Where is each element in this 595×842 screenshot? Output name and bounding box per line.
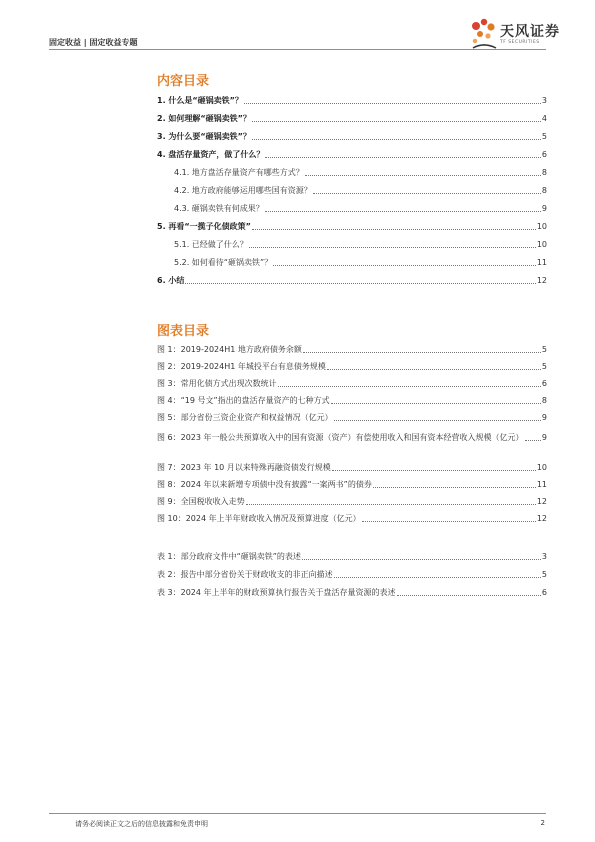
figure-item-page: 12 (536, 497, 547, 506)
figure-item-7[interactable] (157, 463, 547, 473)
toc-item-2[interactable] (157, 114, 547, 124)
figure-item-label: 图 8：2024 年以来新增专项债中没有披露“一案两书”的债券 (157, 480, 372, 489)
dot-leader (525, 440, 541, 441)
toc-item-5-2[interactable] (157, 258, 547, 268)
figure-item-9[interactable] (157, 497, 547, 507)
table-item-label: 表 3：2024 年上半年的财政预算执行报告关于盘活存量资源的表述 (157, 588, 396, 597)
dot-leader (273, 265, 536, 266)
toc-item-page: 9 (541, 204, 547, 213)
toc-item-label: 2. 如何理解“砸锅卖铁”？ (157, 114, 251, 123)
figure-item-1[interactable] (157, 345, 547, 355)
table-item-page: 5 (541, 570, 547, 579)
figure-item-label: 图 7：2023 年 10 月以来特殊再融资债发行规模 (157, 463, 331, 472)
footer-disclaimer: 请务必阅读正文之后的信息披露和免责申明 (75, 820, 208, 828)
toc-item-6[interactable] (157, 276, 547, 286)
toc-item-page: 6 (541, 150, 547, 159)
figure-item-label: 图 5：部分省份三资企业资产和权益情况（亿元） (157, 413, 333, 422)
toc-item-4-1[interactable] (157, 168, 547, 178)
dot-leader (331, 403, 541, 404)
toc-item-label: 5.2. 如何看待“砸锅卖铁”？ (174, 258, 273, 267)
dot-leader (252, 121, 541, 122)
figure-item-page: 9 (541, 413, 547, 422)
table-item-2[interactable] (157, 570, 547, 580)
figure-item-page: 8 (541, 396, 547, 405)
toc-item-4-2[interactable] (157, 186, 547, 196)
toc-item-page: 4 (541, 114, 547, 123)
toc-item-label: 1. 什么是“砸锅卖铁”？ (157, 96, 243, 105)
figure-item-4[interactable] (157, 396, 547, 406)
toc-item-label: 6. 小结 (157, 276, 185, 285)
dot-leader (252, 139, 541, 140)
toc-item-page: 12 (536, 276, 547, 285)
dot-leader (327, 369, 541, 370)
logo-name-cn: 天风证券 (500, 24, 560, 40)
dot-leader (252, 229, 536, 230)
figure-item-page: 12 (536, 514, 547, 523)
toc-item-page: 8 (541, 168, 547, 177)
dot-leader (313, 193, 541, 194)
figure-item-6[interactable] (157, 433, 547, 443)
toc-item-label: 5. 再看“一揽子化债政策” (157, 222, 251, 231)
table-item-page: 6 (541, 588, 547, 597)
figure-item-page: 10 (536, 463, 547, 472)
company-logo (470, 18, 560, 52)
footer-rule (49, 813, 546, 814)
toc-item-label: 4.3. 砸锅卖铁有何成果？ (174, 204, 264, 213)
figure-item-3[interactable] (157, 379, 547, 389)
toc-item-page: 10 (536, 222, 547, 231)
tf-logo-icon (470, 18, 498, 50)
toc-item-page: 11 (536, 258, 547, 267)
toc-item-page: 5 (541, 132, 547, 141)
toc-item-label: 3. 为什么要“砸锅卖铁”？ (157, 132, 251, 141)
table-item-label: 表 1：部分政府文件中“砸锅卖铁”的表述 (157, 552, 301, 561)
dot-leader (397, 595, 541, 596)
dot-leader (334, 577, 541, 578)
toc-item-3[interactable] (157, 132, 547, 142)
dot-leader (373, 487, 536, 488)
figure-item-label: 图 4：“19 号文”指出的盘活存量资产的七种方式 (157, 396, 330, 405)
figure-item-page: 11 (536, 480, 547, 489)
toc-item-1[interactable] (157, 96, 547, 106)
figure-item-label: 图 10：2024 年上半年财政收入情况及预算进度（亿元） (157, 514, 361, 523)
table-item-label: 表 2：报告中部分省份关于财政收支的非正向描述 (157, 570, 333, 579)
figure-item-label: 图 3：常用化债方式出现次数统计 (157, 379, 277, 388)
figure-item-label: 图 1：2019-2024H1 地方政府债务余额 (157, 345, 302, 354)
figure-item-label: 图 9：全国税收收入走势 (157, 497, 245, 506)
figure-item-2[interactable] (157, 362, 547, 372)
dot-leader (303, 352, 541, 353)
dot-leader (244, 103, 541, 104)
dot-leader (185, 283, 535, 284)
toc-item-page: 3 (541, 96, 547, 105)
toc-item-5[interactable] (157, 222, 547, 232)
dot-leader (334, 420, 541, 421)
figure-item-label: 图 6：2023 年一般公共预算收入中的国有资源（资产）有偿使用收入和国有资本经营收入规模（亿元） (157, 433, 524, 442)
logo-name-en: TF SECURITIES (500, 40, 540, 45)
toc-item-page: 8 (541, 186, 547, 195)
dot-leader (278, 386, 541, 387)
toc-item-label: 4.2. 地方政府能够运用哪些国有资源？ (174, 186, 312, 195)
dot-leader (305, 175, 541, 176)
figure-item-10[interactable] (157, 514, 547, 524)
toc-item-4-3[interactable] (157, 204, 547, 214)
dot-leader (265, 157, 541, 158)
dot-leader (249, 247, 536, 248)
toc-item-5-1[interactable] (157, 240, 547, 250)
page-header-text: 固定收益 | 固定收益专题 (49, 38, 138, 47)
toc-item-4[interactable] (157, 150, 547, 160)
figure-item-page: 6 (541, 379, 547, 388)
footer-page-number: 2 (540, 819, 545, 827)
figure-item-page: 5 (541, 345, 547, 354)
contents-title: 内容目录 (157, 74, 210, 89)
toc-item-page: 10 (536, 240, 547, 249)
toc-item-label: 4. 盘活存量资产，做了什么？ (157, 150, 265, 159)
dot-leader (362, 521, 536, 522)
figure-item-label: 图 2：2019-2024H1 年城投平台有息债务规模 (157, 362, 326, 371)
toc-item-label: 4.1. 地方盘活存量资产有哪些方式？ (174, 168, 304, 177)
table-item-page: 3 (541, 552, 547, 561)
figure-item-page: 9 (541, 433, 547, 442)
dot-leader (302, 559, 541, 560)
figure-item-8[interactable] (157, 480, 547, 490)
toc-item-label: 5.1. 已经做了什么？ (174, 240, 248, 249)
dot-leader (246, 504, 536, 505)
figure-item-page: 5 (541, 362, 547, 371)
figures-title: 图表目录 (157, 324, 210, 339)
figure-item-5[interactable] (157, 413, 547, 423)
table-item-3[interactable] (157, 588, 547, 598)
dot-leader (265, 211, 541, 212)
table-item-1[interactable] (157, 552, 547, 562)
dot-leader (332, 470, 536, 471)
